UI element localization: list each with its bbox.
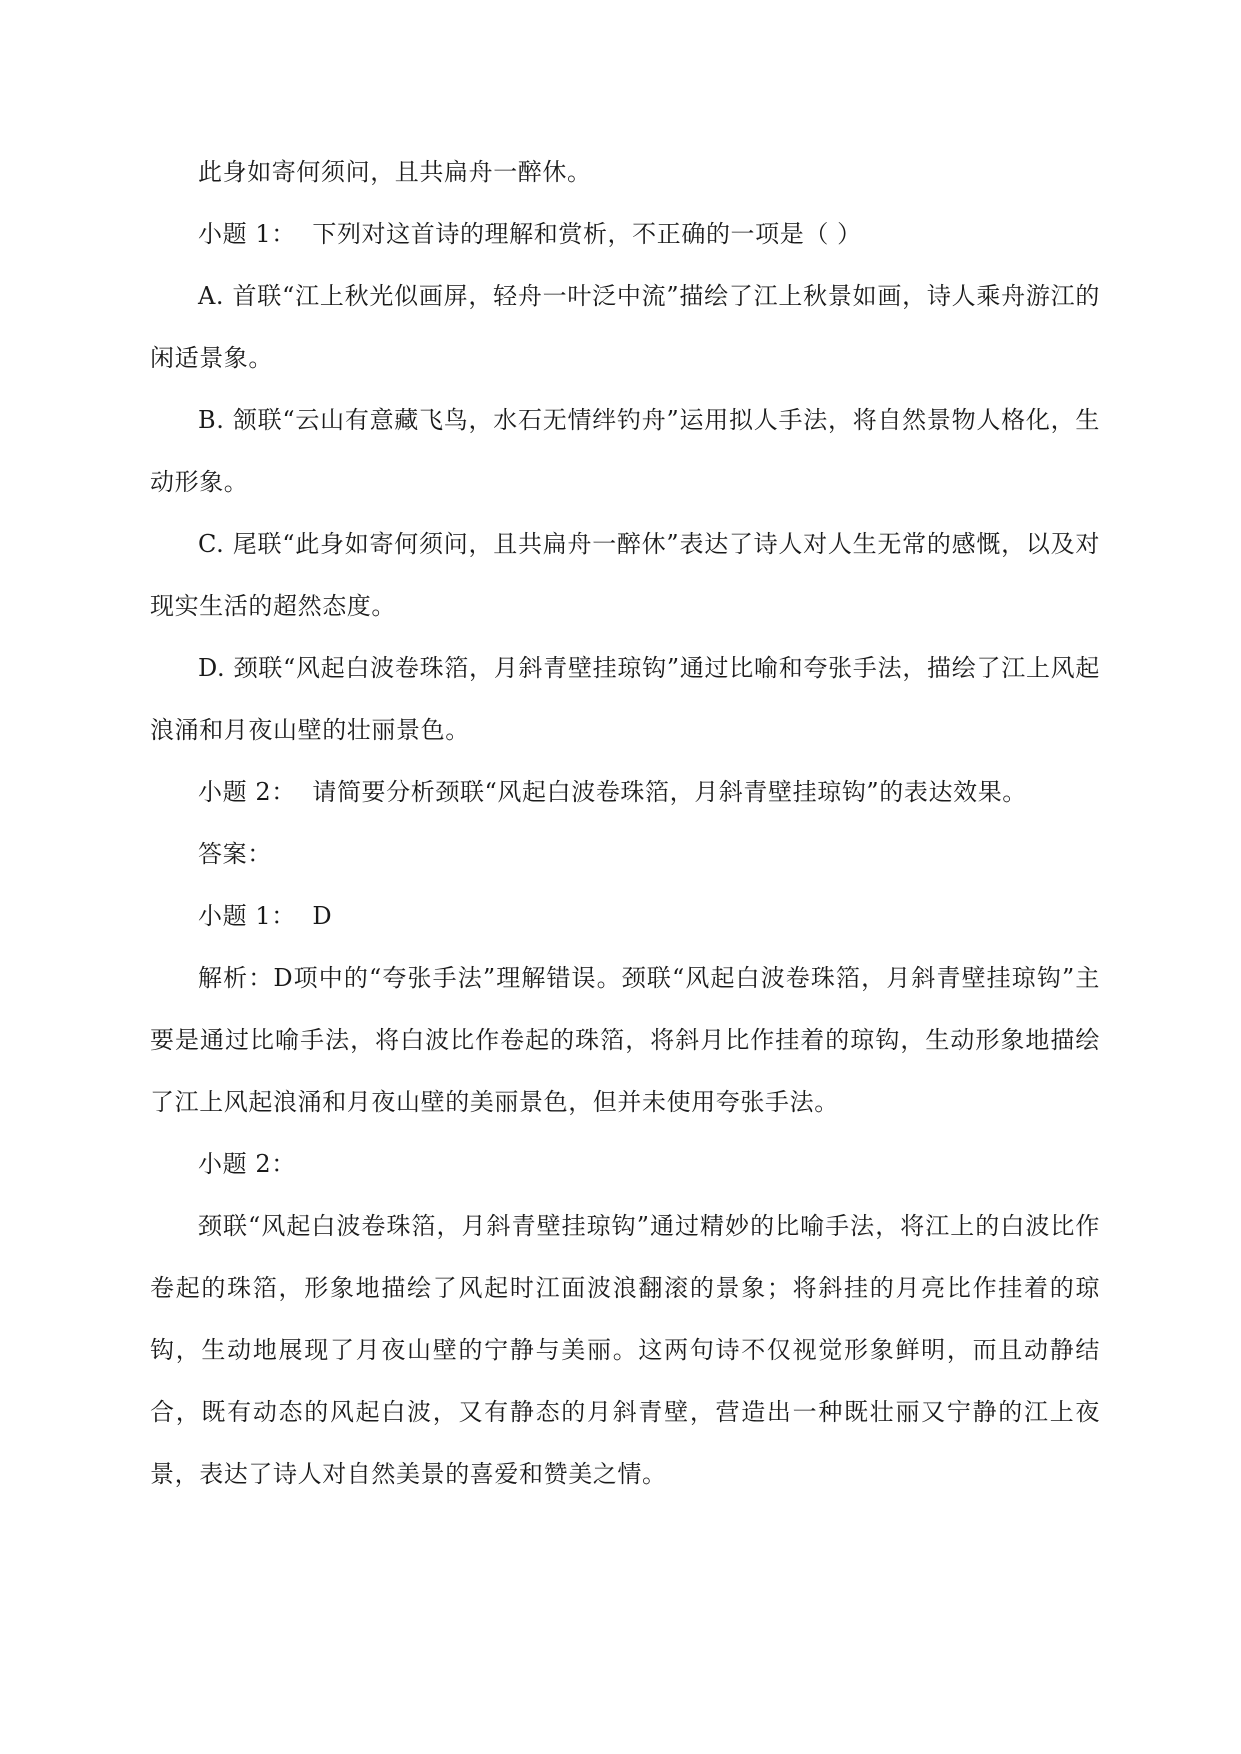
- question-2-stem: 小题 2： 请简要分析颈联“风起白波卷珠箔，月斜青壁挂琼钩”的表达效果。: [198, 778, 1027, 806]
- option-c: C. 尾联“此身如寄何须问，且共扁舟一醉休”表达了诗人对人生无常的感慨，以及对现实生活的超然态度。: [150, 530, 1100, 620]
- answer-1: 小题 1： D: [198, 902, 333, 930]
- answer-2-body: 颈联“风起白波卷珠箔，月斜青壁挂琼钩”通过精妙的比喻手法，将江上的白波比作卷起的珠箔，形象地描绘了风起时江面波浪翻滚的景象；将斜挂的月亮比作挂着的琼钩，生动地展现了月夜山壁的宁静与美丽。这两句诗不仅视觉形象鲜明，而且动静结合，既有动态的风起白波，又有静态的月斜青壁，营造出一种既壮丽又宁静的江上夜景，表达了诗人对自然美景的喜爱和赞美之情。: [150, 1212, 1100, 1488]
- question-1-stem: 小题 1： 下列对这首诗的理解和赏析，不正确的一项是（ ）: [198, 220, 862, 248]
- option-a: A. 首联“江上秋光似画屏，轻舟一叶泛中流”描绘了江上秋景如画，诗人乘舟游江的闲适景象。: [150, 282, 1100, 372]
- poem-last-line: 此身如寄何须问，且共扁舟一醉休。: [198, 158, 592, 186]
- document-page: [150, 141, 1100, 1505]
- option-d: D. 颈联“风起白波卷珠箔，月斜青壁挂琼钩”通过比喻和夸张手法，描绘了江上风起浪涌和月夜山壁的壮丽景色。: [150, 654, 1100, 744]
- answer-2-heading: 小题 2：: [198, 1150, 296, 1178]
- option-b: B. 颔联“云山有意藏飞鸟，水石无情绊钓舟”运用拟人手法，将自然景物人格化，生动形象。: [150, 406, 1100, 496]
- answer-1-explanation: 解析：D项中的“夸张手法”理解错误。颈联“风起白波卷珠箔，月斜青壁挂琼钩”主要是通过比喻手法，将白波比作卷起的珠箔，将斜月比作挂着的琼钩，生动形象地描绘了江上风起浪涌和月夜山壁的美丽景色，但并未使用夸张手法。: [150, 964, 1100, 1116]
- answer-heading: 答案：: [198, 840, 272, 868]
